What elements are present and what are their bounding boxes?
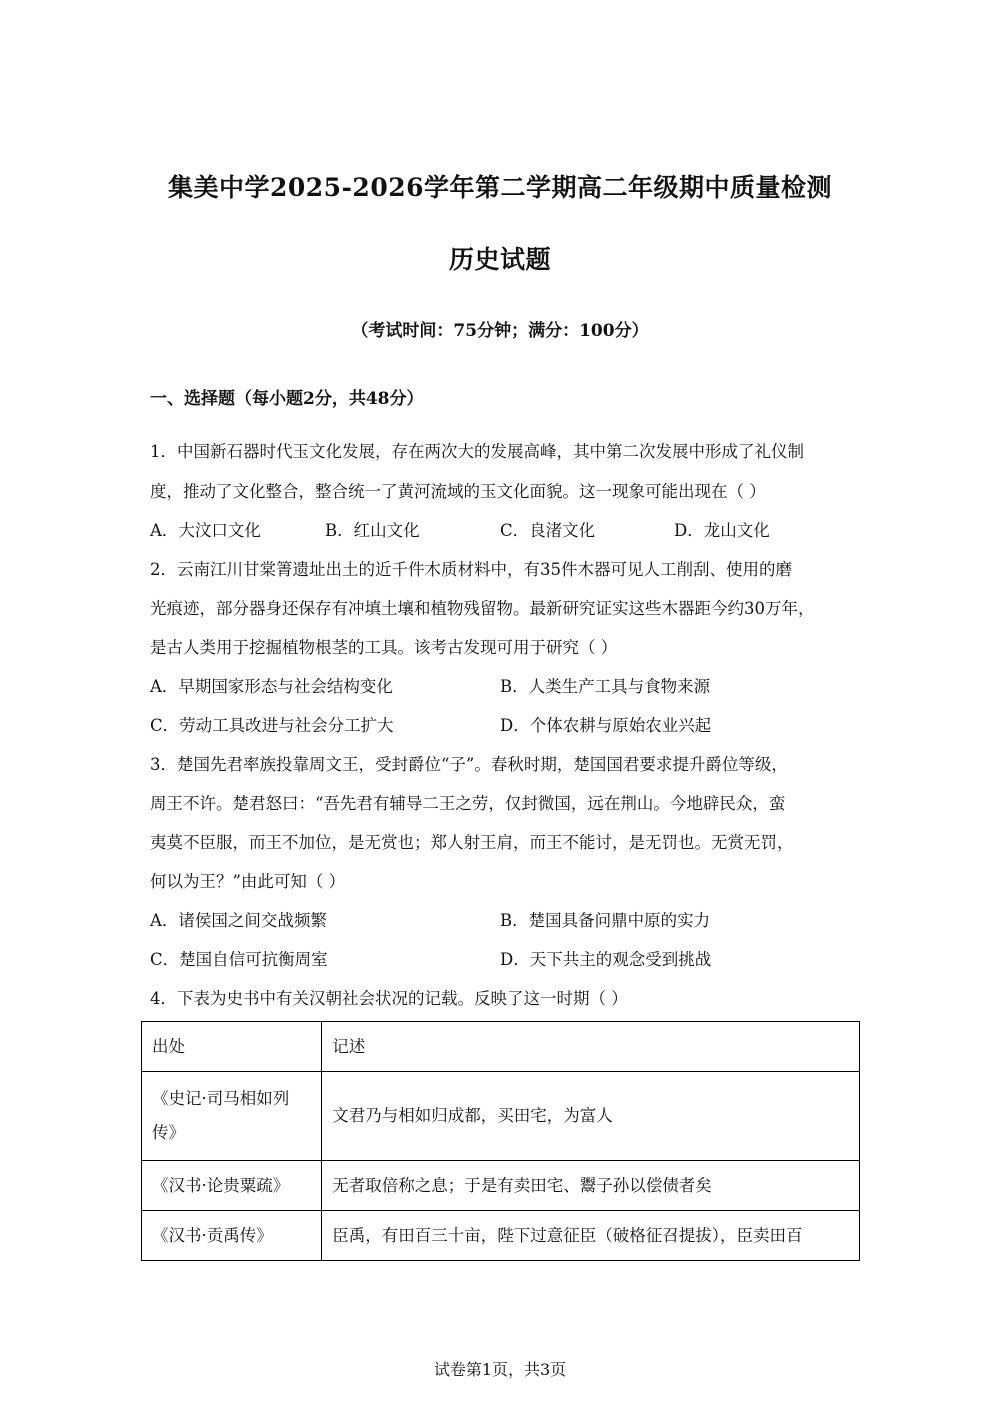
exam-title: 集美中学2025-2026学年第二学期高二年级期中质量检测	[167, 173, 833, 202]
q2-line: 是古人类用于挖掘植物根茎的工具。该考古发现可用于研究（ ）	[150, 638, 618, 657]
q3-option-d: D．天下共主的观念受到挑战	[500, 950, 712, 969]
table-row	[142, 1211, 860, 1261]
q3-option-b: B．楚国具备问鼎中原的实力	[500, 911, 711, 930]
table-row	[142, 1072, 860, 1161]
page-footer: 试卷第1页，共3页	[433, 1360, 567, 1379]
q3-option-c: C．楚国自信可抗衡周室	[150, 950, 328, 969]
q2-line: 2．云南江川甘棠箐遗址出土的近千件木质材料中，有35件木器可见人工削刮、使用的磨	[150, 560, 792, 579]
q3-line: 3．楚国先君率族投靠周文王，受封爵位“子”。春秋时期，楚国国君要求提升爵位等级，	[150, 755, 788, 774]
table-cell: 《汉书·论贵粟疏》	[142, 1161, 322, 1211]
table-cell: 《汉书·贡禹传》	[142, 1211, 322, 1261]
q3-line: 夷莫不臣服，而王不加位，是无赏也；郑人射王肩，而王不能讨，是无罚也。无赏无罚，	[150, 833, 794, 852]
q1-option-c: C．良渚文化	[500, 521, 596, 540]
q4-line: 4．下表为史书中有关汉朝社会状况的记载。反映了这一时期（ ）	[150, 989, 628, 1008]
table-cell: 臣禹，有田百三十亩，陛下过意征臣（破格征召提拔），臣卖田百	[322, 1211, 860, 1261]
table-cell: 文君乃与相如归成都，买田宅，为富人	[322, 1072, 860, 1161]
subject-title: 历史试题	[448, 245, 551, 274]
section-heading: 一、选择题（每小题2分，共48分）	[150, 389, 424, 409]
table-header-row	[142, 1022, 860, 1072]
q2-option-c: C．劳动工具改进与社会分工扩大	[150, 716, 394, 735]
q1-line: 1．中国新石器时代玉文化发展，存在两次大的发展高峰，其中第二次发展中形成了礼仪制	[150, 442, 804, 461]
q1-option-d: D．龙山文化	[674, 521, 770, 540]
q2-option-d: D．个体农耕与原始农业兴起	[500, 716, 712, 735]
table-header-cell: 记述	[322, 1022, 860, 1072]
q1-option-b: B．红山文化	[325, 521, 420, 540]
table-cell: 《史记·司马相如列传》	[142, 1072, 322, 1161]
q2-option-a: A．早期国家形态与社会结构变化	[150, 677, 393, 696]
table-header-cell: 出处	[142, 1022, 322, 1072]
q1-option-a: A．大汶口文化	[150, 521, 261, 540]
q1-line: 度，推动了文化整合，整合统一了黄河流域的玉文化面貌。这一现象可能出现在（ ）	[150, 482, 766, 501]
exam-info: （考试时间：75分钟；满分：100分）	[351, 321, 649, 341]
q2-line: 光痕迹，部分器身还保存有冲填土壤和植物残留物。最新研究证实这些木器距今约30万年，	[150, 599, 815, 618]
table-row	[142, 1161, 860, 1211]
source-table	[141, 1021, 860, 1261]
q3-line: 周王不许。楚君怒曰：“吾先君有辅导二王之劳，仅封微国，远在荆山。今地辟民众，蛮	[150, 794, 786, 813]
q2-option-b: B．人类生产工具与食物来源	[500, 677, 711, 696]
q3-line: 何以为王？”由此可知（ ）	[150, 872, 346, 891]
q3-option-a: A．诸侯国之间交战频繁	[150, 911, 327, 930]
table-cell: 无者取倍称之息；于是有卖田宅、鬻子孙以偿债者矣	[322, 1161, 860, 1211]
